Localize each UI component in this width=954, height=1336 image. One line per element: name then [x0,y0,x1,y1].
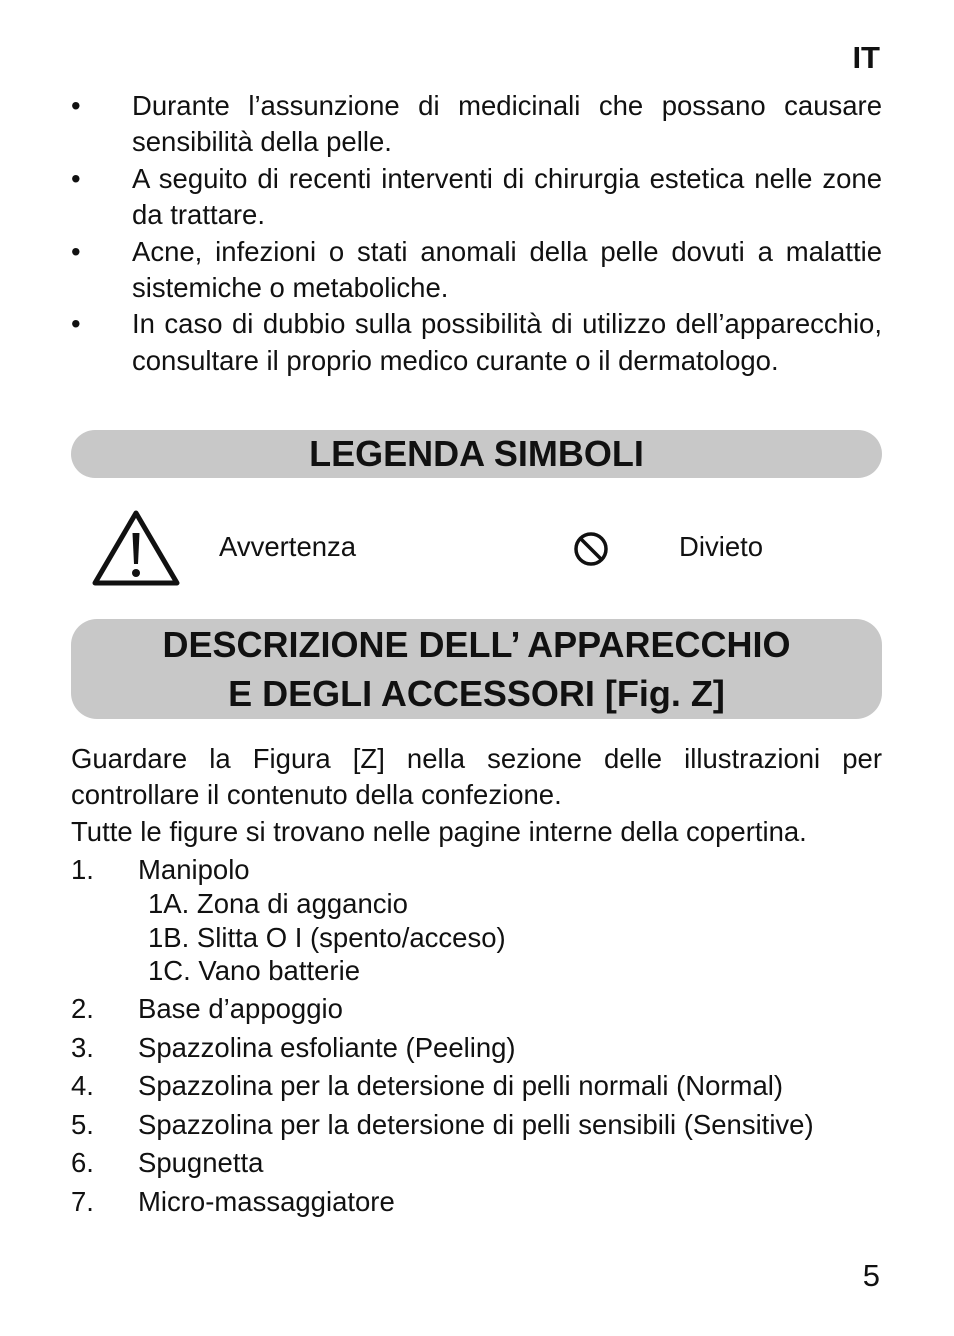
item-label: Spazzolina per la detersione di pelli normali (Normal) [138,1070,784,1101]
list-item [71,853,882,988]
component-list [71,853,882,1223]
sub-list-item: 1B. Slitta O I (spento/acceso) [148,921,506,953]
description-heading-line2: E DEGLI ACCESSORI [Fig. Z] [228,673,725,714]
item-number: 4. [71,1070,94,1101]
list-item: • Durante l’assunzione di medicinali che possano causare sensibilità della pelle. [71,88,882,161]
item-label: Micro-massaggiatore [138,1185,395,1217]
intro-paragraph: Guardare la Figura [Z] nella sezione delle illustrazioni per controllare il contenuto della confezione. [71,743,882,811]
sub-list [138,887,882,988]
list-item: • In caso di dubbio sulla possibilità di utilizzo dell’apparecchio, consultare il proprio medico curante o il dermatologo. [71,306,882,379]
item-label: Spazzolina esfoliante (Peeling) [138,1031,516,1063]
warning-triangle-icon [92,509,180,587]
item-label: Base d’appoggio [138,993,343,1024]
prohibition-label: Divieto [679,531,764,562]
prohibition-circle-icon [573,531,609,567]
item-label: Manipolo [138,854,250,885]
list-item [71,1069,882,1103]
item-number: 7. [71,1185,94,1217]
intro-text [71,741,882,850]
legend-heading: LEGENDA SIMBOLI [71,430,882,478]
item-number: 2. [71,993,94,1024]
item-label: Spugnetta [138,1147,264,1178]
item-number: 1. [71,854,94,885]
contraindication-list [71,88,882,379]
list-item [71,1185,882,1219]
intro-paragraph: Tutte le figure si trovano nelle pagine interne della copertina. [71,815,807,847]
language-code: IT [852,40,880,75]
item-number: 6. [71,1147,94,1178]
warning-label: Avvertenza [219,531,357,562]
list-item [71,992,882,1026]
description-heading-line1: DESCRIZIONE DELL’ APPARECCHIO [162,624,791,665]
page-number: 5 [862,1258,880,1293]
sub-list-item: 1C. Vano batterie [148,955,360,986]
list-item [71,1031,882,1065]
list-item: • A seguito di recenti interventi di chirurgia estetica nelle zone da trattare. [71,161,882,234]
description-heading [71,619,882,719]
list-item [71,1146,882,1180]
list-item: • Acne, infezioni o stati anomali della pelle dovuti a malattie sistemiche o metaboliche. [71,234,882,307]
sub-list-item: 1A. Zona di aggancio [148,888,408,919]
list-item [71,1108,882,1142]
item-number: 3. [71,1031,94,1063]
item-label: Spazzolina per la detersione di pelli sensibili (Sensitive) [138,1108,814,1140]
item-number: 5. [71,1108,94,1140]
